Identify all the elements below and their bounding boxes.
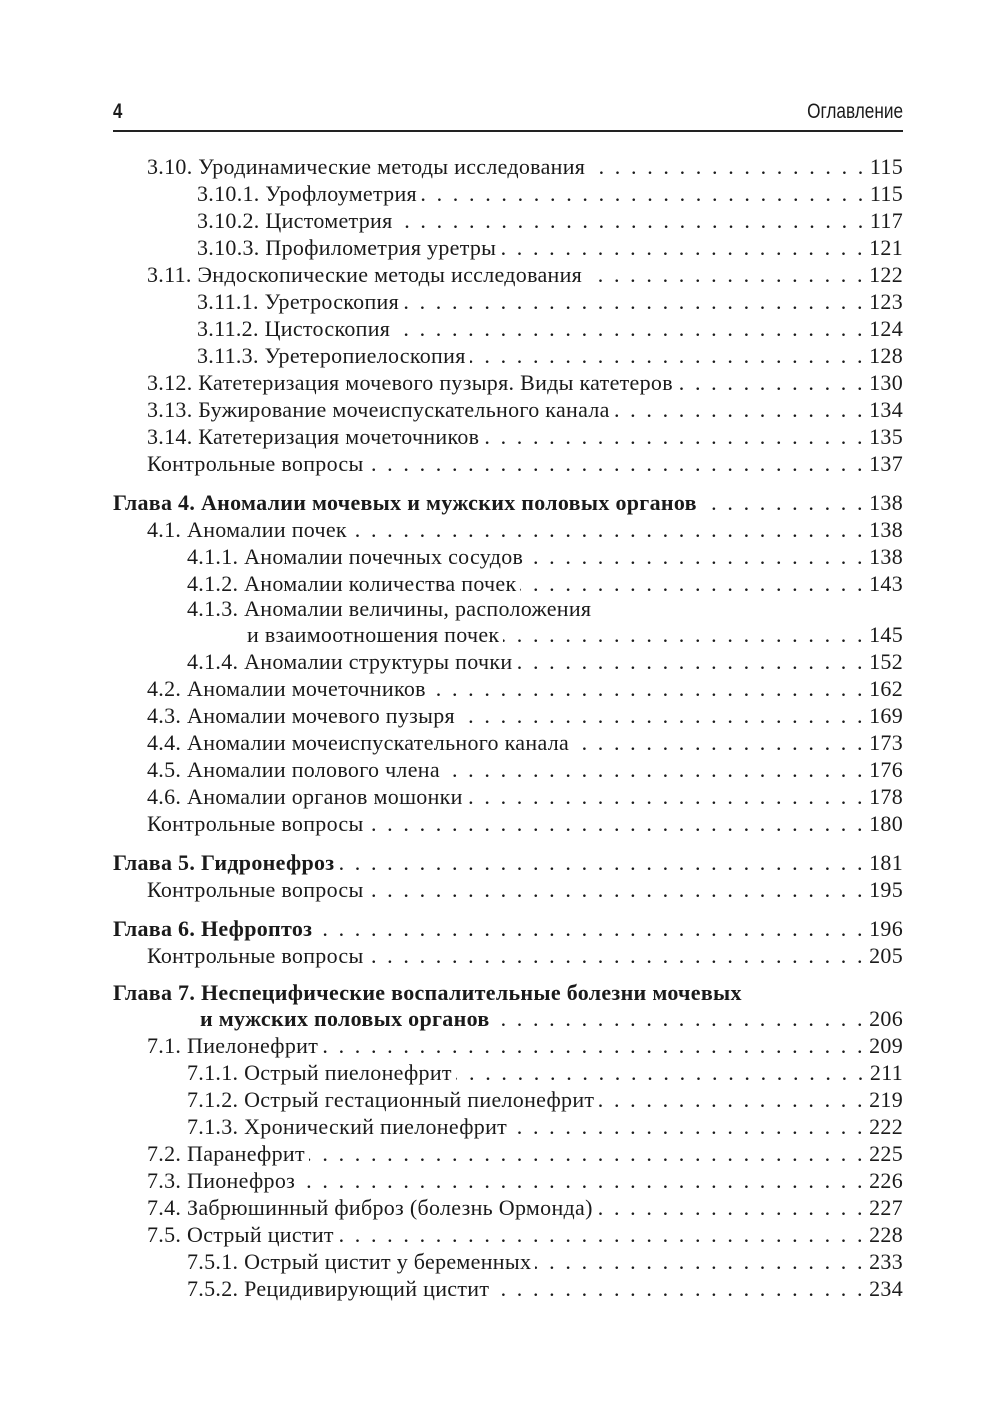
toc-entry — [113, 207, 903, 234]
entry-title: 3.10.1. Урофлоуметрия — [197, 181, 417, 206]
leader-dots — [322, 1032, 865, 1059]
toc-entry — [113, 876, 903, 903]
entry-page-number: 115 — [869, 154, 903, 179]
leader-dots — [338, 1221, 865, 1248]
entry-page-number: 178 — [869, 784, 903, 809]
toc-entry — [113, 1167, 903, 1194]
leader-dots — [299, 1167, 865, 1194]
entry-page-number: 222 — [869, 1114, 903, 1139]
entry-page-number: 227 — [869, 1195, 903, 1220]
leader-dots — [430, 675, 865, 702]
entry-title: 3.14. Катетеризация мочеточников — [147, 424, 480, 449]
toc-chapter-entry — [113, 981, 903, 1005]
entry-title: 7.5.1. Острый цистит у беременных — [187, 1249, 532, 1274]
toc-chapter-entry — [113, 1005, 903, 1032]
entry-page-number: 205 — [869, 943, 903, 968]
toc-entry — [113, 570, 903, 597]
toc-entry — [113, 342, 903, 369]
toc-entry — [113, 702, 903, 729]
leader-dots — [520, 570, 865, 597]
toc-entry — [113, 234, 903, 261]
leader-dots — [421, 180, 866, 207]
toc-entry — [113, 1086, 903, 1113]
entry-title: 7.5. Острый цистит — [147, 1222, 334, 1247]
entry-page-number: 234 — [869, 1276, 903, 1301]
leader-dots — [368, 942, 866, 969]
leader-dots — [456, 1059, 866, 1086]
leader-dots — [467, 783, 865, 810]
leader-dots — [677, 369, 865, 396]
toc-entry — [113, 1113, 903, 1140]
entry-page-number: 122 — [869, 262, 903, 287]
entry-title: 3.13. Бужирование мочеиспускательного канала — [147, 397, 610, 422]
entry-page-number: 226 — [869, 1168, 903, 1193]
entry-title: 3.11.3. Уретеропиелоскопия — [197, 343, 466, 368]
leader-dots — [614, 396, 865, 423]
entry-title: 3.12. Катетеризация мочевого пузыря. Виды катетеров — [147, 370, 673, 395]
entry-title: 4.1. Аномалии почек — [147, 517, 347, 542]
toc-entry — [113, 810, 903, 837]
entry-page-number: 209 — [869, 1033, 903, 1058]
toc-entry — [113, 942, 903, 969]
leader-dots — [598, 1086, 865, 1113]
header-rule — [113, 130, 903, 132]
entry-title: Глава 7. Неспецифические воспалительные болезни мочевых — [113, 980, 742, 1005]
toc-chapter-entry — [113, 489, 903, 516]
leader-dots — [500, 234, 865, 261]
entry-title: 7.1.1. Острый пиелонефрит — [187, 1060, 452, 1085]
leader-dots — [368, 450, 866, 477]
entry-title: Глава 6. Нефроптоз — [113, 916, 313, 941]
leader-dots — [309, 1140, 865, 1167]
toc-entry — [113, 756, 903, 783]
entry-title: 3.11.2. Цистоскопия — [197, 316, 391, 341]
entry-page-number: 138 — [869, 544, 903, 569]
entry-page-number: 176 — [869, 757, 903, 782]
leader-dots — [511, 1113, 865, 1140]
leader-dots — [516, 648, 865, 675]
leader-dots — [573, 729, 865, 756]
entry-title: 7.1.2. Острый гестационный пиелонефрит — [187, 1087, 595, 1112]
entry-page-number: 138 — [869, 490, 903, 515]
entry-title: 7.5.2. Рецидивирующий цистит — [187, 1276, 490, 1301]
leader-dots — [459, 702, 865, 729]
toc-chapter-entry — [113, 915, 903, 942]
toc-entry — [113, 423, 903, 450]
entry-page-number: 143 — [869, 571, 903, 596]
leader-dots — [483, 423, 865, 450]
entry-title: 7.1.3. Хронический пиелонефрит — [187, 1114, 508, 1139]
entry-page-number: 128 — [869, 343, 903, 368]
toc-entry — [113, 261, 903, 288]
page-number: 4 — [113, 100, 123, 123]
entry-page-number: 121 — [869, 235, 903, 260]
leader-dots — [368, 810, 866, 837]
toc-entry — [113, 369, 903, 396]
entry-title: и мужских половых органов — [200, 1006, 490, 1031]
entry-title: 3.11.1. Уретроскопия — [197, 289, 400, 314]
entry-title: 7.4. Забрюшинный фиброз (болезнь Ормонда) — [147, 1195, 593, 1220]
entry-page-number: 123 — [869, 289, 903, 314]
leader-dots — [527, 543, 865, 570]
running-title: Оглавление — [806, 100, 903, 123]
entry-page-number: 233 — [869, 1249, 903, 1274]
toc-entry — [113, 1194, 903, 1221]
entry-page-number: 115 — [869, 181, 903, 206]
entry-page-number: 169 — [869, 703, 903, 728]
leader-dots — [316, 915, 865, 942]
leader-dots — [494, 1005, 866, 1032]
toc-entry — [113, 621, 903, 648]
entry-page-number: 173 — [869, 730, 903, 755]
entry-page-number: 145 — [869, 622, 903, 647]
entry-title: 3.10.2. Цистометрия — [197, 208, 393, 233]
entry-title: Контрольные вопросы — [147, 877, 364, 902]
entry-page-number: 137 — [869, 451, 903, 476]
toc-entry — [113, 315, 903, 342]
entry-page-number: 228 — [869, 1222, 903, 1247]
entry-title: Глава 5. Гидронефроз — [113, 850, 335, 875]
entry-page-number: 211 — [869, 1060, 903, 1085]
toc-entry — [113, 597, 903, 621]
entry-title: 7.1. Пиелонефрит — [147, 1033, 319, 1058]
entry-title: Контрольные вопросы — [147, 811, 364, 836]
leader-dots — [493, 1275, 865, 1302]
entry-page-number: 138 — [869, 517, 903, 542]
entry-title: Контрольные вопросы — [147, 451, 364, 476]
toc-entry — [113, 648, 903, 675]
toc-entry — [113, 450, 903, 477]
entry-page-number: 152 — [869, 649, 903, 674]
entry-page-number: 162 — [869, 676, 903, 701]
entry-title: 3.10. Уродинамические методы исследования — [147, 154, 586, 179]
entry-page-number: 219 — [869, 1087, 903, 1112]
entry-title: 4.4. Аномалии мочеиспускательного канала — [147, 730, 570, 755]
entry-page-number: 181 — [869, 850, 903, 875]
toc-entry — [113, 1248, 903, 1275]
leader-dots — [397, 207, 866, 234]
entry-title: 3.10.3. Профилометрия уретры — [197, 235, 497, 260]
leader-dots — [470, 342, 865, 369]
toc-entry — [113, 675, 903, 702]
leader-dots — [351, 516, 865, 543]
entry-page-number: 196 — [869, 916, 903, 941]
leader-dots — [444, 756, 865, 783]
entry-page-number: 180 — [869, 811, 903, 836]
toc-entry — [113, 288, 903, 315]
entry-page-number: 117 — [869, 208, 903, 233]
leader-dots — [535, 1248, 865, 1275]
toc-entry — [113, 1275, 903, 1302]
leader-dots — [394, 315, 865, 342]
entry-title: 4.6. Аномалии органов мошонки — [147, 784, 463, 809]
entry-page-number: 225 — [869, 1141, 903, 1166]
entry-title: Контрольные вопросы — [147, 943, 364, 968]
toc-entry — [113, 1032, 903, 1059]
entry-title: 4.1.2. Аномалии количества почек — [187, 571, 517, 596]
entry-page-number: 130 — [869, 370, 903, 395]
toc-chapter-entry — [113, 849, 903, 876]
entry-page-number: 206 — [869, 1006, 903, 1031]
entry-title: 4.1.4. Аномалии структуры почки — [187, 649, 513, 674]
toc-entry — [113, 516, 903, 543]
entry-page-number: 135 — [869, 424, 903, 449]
entry-title: и взаимоотношения почек — [247, 622, 500, 647]
toc-entry — [113, 396, 903, 423]
toc-entry — [113, 783, 903, 810]
entry-title: 4.1.1. Аномалии почечных сосудов — [187, 544, 524, 569]
entry-title: Глава 4. Аномалии мочевых и мужских половых органов — [113, 490, 697, 515]
running-header — [113, 100, 903, 130]
toc-entry — [113, 153, 903, 180]
entry-page-number: 195 — [869, 877, 903, 902]
leader-dots — [368, 876, 866, 903]
entry-title: 4.3. Аномалии мочевого пузыря — [147, 703, 455, 728]
entry-page-number: 124 — [869, 316, 903, 341]
leader-dots — [597, 1194, 865, 1221]
toc-entry — [113, 1059, 903, 1086]
entry-title: 7.2. Паранефрит — [147, 1141, 305, 1166]
entry-title: 4.5. Аномалии полового члена — [147, 757, 440, 782]
entry-title: 4.2. Аномалии мочеточников — [147, 676, 426, 701]
entry-title: 4.1.3. Аномалии величины, расположения — [187, 596, 592, 621]
entry-title: 3.11. Эндоскопические методы исследования — [147, 262, 583, 287]
toc-entry — [113, 1221, 903, 1248]
leader-dots — [338, 849, 865, 876]
table-of-contents — [113, 153, 903, 1302]
toc-entry — [113, 543, 903, 570]
leader-dots — [586, 261, 865, 288]
toc-entry — [113, 180, 903, 207]
leader-dots — [589, 153, 866, 180]
leader-dots — [503, 621, 865, 648]
entry-title: 7.3. Пионефроз — [147, 1168, 296, 1193]
leader-dots — [403, 288, 865, 315]
leader-dots — [701, 489, 865, 516]
entry-page-number: 134 — [869, 397, 903, 422]
toc-entry — [113, 1140, 903, 1167]
toc-entry — [113, 729, 903, 756]
